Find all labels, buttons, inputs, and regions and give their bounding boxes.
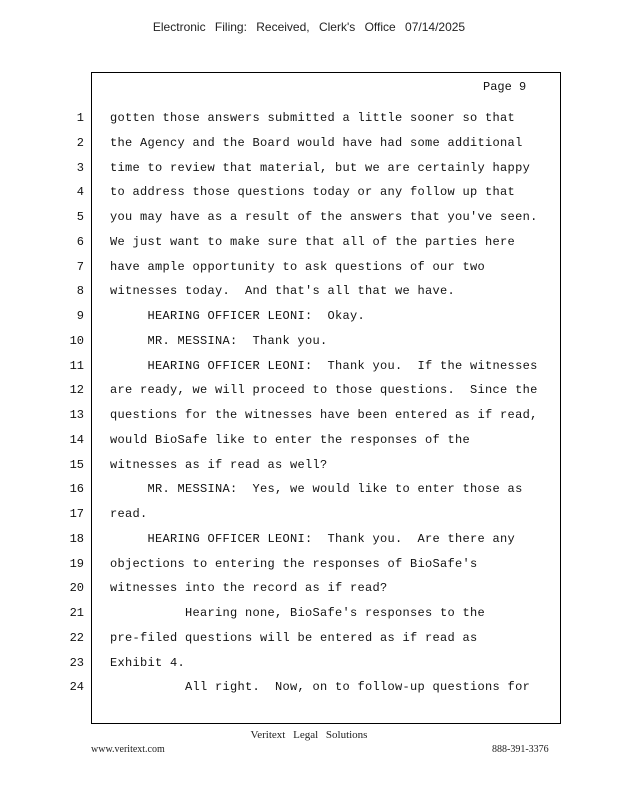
transcript-line: have ample opportunity to ask questions of our two bbox=[110, 259, 486, 274]
transcript-line: read. bbox=[110, 507, 148, 521]
transcript-line: Hearing none, BioSafe's responses to the bbox=[110, 606, 486, 620]
transcript-line: would BioSafe like to enter the responses of the bbox=[110, 432, 471, 447]
line-number: 21 bbox=[69, 606, 84, 620]
line-number: 20 bbox=[69, 581, 84, 596]
line-number: 12 bbox=[69, 383, 84, 398]
transcript-line: you may have as a result of the answers that you've seen. bbox=[110, 210, 538, 224]
footer-company: Veritext Legal Solutions bbox=[250, 729, 368, 741]
transcript-line: We just want to make sure that all of the parties here bbox=[110, 234, 516, 249]
transcript-line: are ready, we will proceed to those questions. Since the bbox=[110, 383, 538, 398]
transcript-line: Exhibit 4. bbox=[110, 655, 186, 670]
transcript-line: to address those questions today or any follow up that bbox=[110, 185, 516, 200]
transcript-line: time to review that material, but we are certainly happy bbox=[110, 160, 531, 175]
line-number: 24 bbox=[69, 680, 84, 695]
transcript-line: HEARING OFFICER LEONI: Thank you. If the witnesses bbox=[110, 358, 538, 373]
transcript-line: witnesses into the record as if read? bbox=[110, 581, 388, 596]
transcript-line: witnesses as if read as well? bbox=[110, 457, 328, 472]
transcript-line: questions for the witnesses have been entered as if read, bbox=[110, 408, 538, 422]
line-number: 19 bbox=[69, 556, 84, 571]
line-number: 6 bbox=[76, 234, 84, 249]
line-number: 18 bbox=[69, 531, 84, 546]
transcript-line: All right. Now, on to follow-up questions for bbox=[110, 680, 531, 695]
transcript-line: witnesses today. And that's all that we have. bbox=[110, 284, 456, 299]
transcript-line: the Agency and the Board would have had some additional bbox=[110, 135, 523, 150]
line-number: 14 bbox=[69, 432, 84, 447]
line-number: 16 bbox=[69, 482, 84, 497]
transcript-line: gotten those answers submitted a little sooner so that bbox=[110, 111, 516, 125]
footer-website: www.veritext.com bbox=[91, 744, 165, 755]
line-number: 1 bbox=[76, 111, 84, 125]
line-number: 10 bbox=[69, 333, 84, 348]
filing-stamp: Electronic Filing: Received, Clerk's Office 07/14/2025 bbox=[152, 20, 466, 34]
line-number: 22 bbox=[69, 630, 84, 645]
line-number: 5 bbox=[76, 210, 84, 224]
transcript-line: objections to entering the responses of BioSafe's bbox=[110, 556, 478, 571]
line-number: 9 bbox=[76, 309, 84, 323]
line-number: 23 bbox=[69, 655, 84, 670]
line-number: 13 bbox=[69, 408, 84, 422]
transcript-line: MR. MESSINA: Yes, we would like to enter those as bbox=[110, 482, 523, 497]
transcript-line: HEARING OFFICER LEONI: Okay. bbox=[110, 309, 366, 323]
transcript-line: MR. MESSINA: Thank you. bbox=[110, 333, 328, 348]
line-number: 8 bbox=[76, 284, 84, 299]
line-number: 15 bbox=[69, 457, 84, 472]
transcript-line: pre-filed questions will be entered as if read as bbox=[110, 630, 478, 645]
transcript-line: HEARING OFFICER LEONI: Thank you. Are there any bbox=[110, 531, 516, 546]
line-number: 17 bbox=[69, 507, 84, 521]
line-number: 3 bbox=[76, 160, 84, 175]
line-number: 2 bbox=[76, 135, 84, 150]
line-number: 7 bbox=[76, 259, 84, 274]
line-number: 4 bbox=[76, 185, 84, 200]
footer-phone: 888-391-3376 bbox=[492, 744, 549, 755]
line-number: 11 bbox=[69, 358, 84, 373]
page-number: Page 9 bbox=[483, 80, 527, 94]
